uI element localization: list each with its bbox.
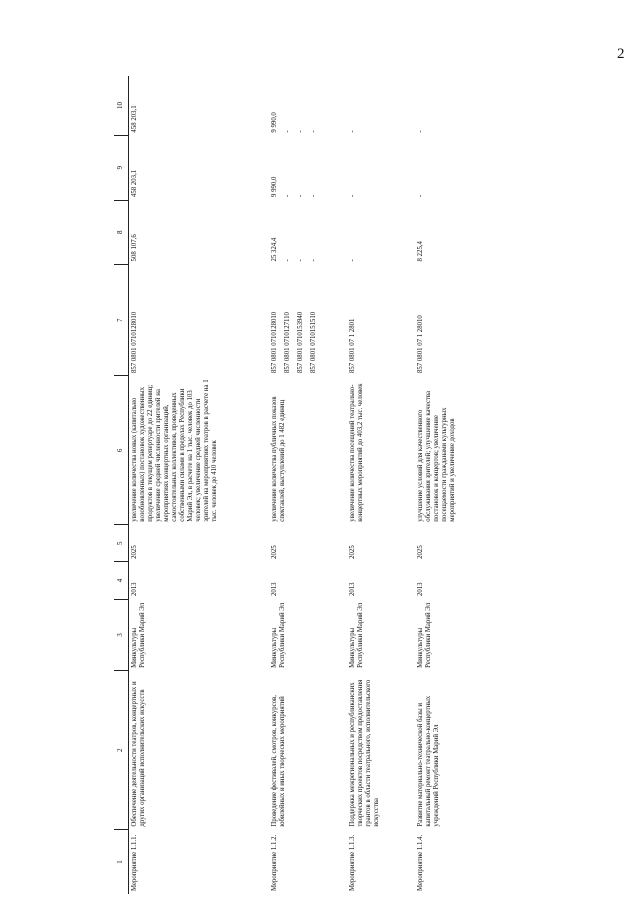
activity-id: Мероприятие 1.1.1. [131, 834, 138, 891]
dash: - [309, 259, 317, 262]
amount-col-9: - [416, 194, 424, 198]
expected-result: увеличение количества новых (капитально возобновленных) постановок художественных продуктов в текущем репертуаре до 22 единиц; увеличение средней численности зрителей на мероприятиях концертных организаций, самостоятельных коллективов, проведенных собственными силами в пределах Республики Марий Эл, в расчете на 1 тыс. человек до 103 человек; увеличение средней численности зрителей на мероприятиях театров в расчете на 1 тыс. человек до 410 человек [131, 379, 219, 522]
activity-name: Поддержка межрегиональных и республиканских творческих проектов посредством предоставления грантов в области театрального, исполнительского искусства [348, 679, 380, 827]
activity-id: Мероприятие 1.1.2. [270, 834, 278, 891]
activity-id: Мероприятие 1.1.4. [416, 834, 424, 891]
dash: - [309, 194, 317, 198]
start-year: 2013 [131, 582, 138, 597]
expected-result: увеличение количества публичных показов спектаклей, выступлений до 1 482 единиц [270, 396, 286, 522]
budget-code-cell [415, 264, 505, 376]
responsible-executor: Минкультуры Республики Марий Эл [416, 602, 432, 668]
dash: - [296, 259, 304, 262]
dash: - [309, 130, 317, 133]
budget-code-cell [347, 264, 415, 376]
activity-name: Обеспечение деятельности театров, концертных и других организаций исполнительских искусств [131, 681, 147, 827]
rotated-table-container [114, 76, 536, 894]
table-header-row [114, 76, 129, 894]
amount-value: 25 324,4 [270, 237, 278, 262]
header-col-5: 5 [114, 525, 129, 562]
end-year: 2025 [416, 545, 424, 559]
dash: - [283, 130, 291, 133]
amount-col-8: - [348, 259, 356, 262]
header-col-7: 7 [114, 264, 129, 376]
budget-code: 857 0801 07 1 28010 [416, 315, 424, 373]
budget-code: 857 0801 0710127110 [283, 312, 291, 373]
responsible-executor: Минкультуры Республики Марий Эл [270, 602, 286, 668]
amount-col-8: 508 107,6 [131, 234, 138, 262]
responsible-executor: Минкультуры Республики Марий Эл [348, 602, 364, 668]
start-year: 2013 [348, 582, 356, 597]
end-year: 2025 [270, 545, 278, 559]
amount-col-10: - [348, 130, 356, 133]
dash: - [283, 194, 291, 198]
budget-code: 857 0801 0710128010 [131, 311, 138, 373]
dash: - [296, 194, 304, 198]
end-year: 2025 [131, 545, 138, 559]
start-year: 2013 [416, 582, 424, 597]
header-col-2: 2 [114, 671, 129, 830]
table-row [347, 76, 415, 894]
amount-col-9: 458 203,1 [131, 169, 138, 198]
dash: - [283, 259, 291, 262]
header-col-10: 10 [114, 76, 129, 136]
amount-col-10: 458 203,1 [131, 105, 138, 133]
amount-col-10: - [416, 130, 424, 133]
budget-code: 857 0801 0710128010 [270, 311, 278, 373]
responsible-executor: Минкультуры Республики Марий Эл [131, 602, 147, 668]
budget-code: 857 0801 07 1 2801 [348, 318, 356, 373]
program-activities-table [114, 76, 505, 894]
header-col-6: 6 [114, 376, 129, 525]
amount-value: 9 990,0 [270, 112, 278, 133]
dash: - [296, 130, 304, 133]
amount-col-9: - [348, 194, 356, 198]
budget-code: 857 0801 0710151510 [309, 311, 317, 373]
header-col-8: 8 [114, 200, 129, 264]
activity-name: Развитие материально-технической базы и капитальный ремонт театрально-концертных учреждений Республики Марий Эл [416, 695, 440, 827]
budget-code-cell [129, 264, 269, 376]
amount-col-8 [269, 200, 347, 264]
end-year: 2025 [348, 545, 356, 559]
table-row [415, 76, 505, 894]
page-number: 2 [617, 46, 625, 62]
activity-name: Проведение фестивалей, смотров, конкурсов, юбилейных и иных творческих мероприятий [270, 695, 286, 827]
table-row [269, 76, 347, 894]
header-col-3: 3 [114, 599, 129, 671]
budget-code-cell [269, 264, 347, 376]
header-col-1: 1 [114, 830, 129, 894]
header-col-4: 4 [114, 562, 129, 599]
expected-result: улучшение условий для качественного обслуживания зрителей; улучшение качества постановок и концертов; увеличение посещаемости гражданами культурных мероприятий и увеличение доходов [416, 390, 456, 522]
amount-col-8: 8 225,4 [416, 241, 424, 262]
table-row [129, 76, 269, 894]
expected-result: увеличение количества посещений театрально-концертных мероприятий до 403,2 тыс. человек [348, 383, 364, 522]
budget-code: 857 0801 0710153940 [296, 311, 304, 373]
amount-value: 9 990,0 [270, 176, 278, 198]
amount-col-9 [269, 136, 347, 200]
start-year: 2013 [270, 582, 278, 597]
header-col-9: 9 [114, 136, 129, 200]
amount-col-10 [269, 76, 347, 136]
activity-id: Мероприятие 1.1.3. [348, 834, 356, 891]
